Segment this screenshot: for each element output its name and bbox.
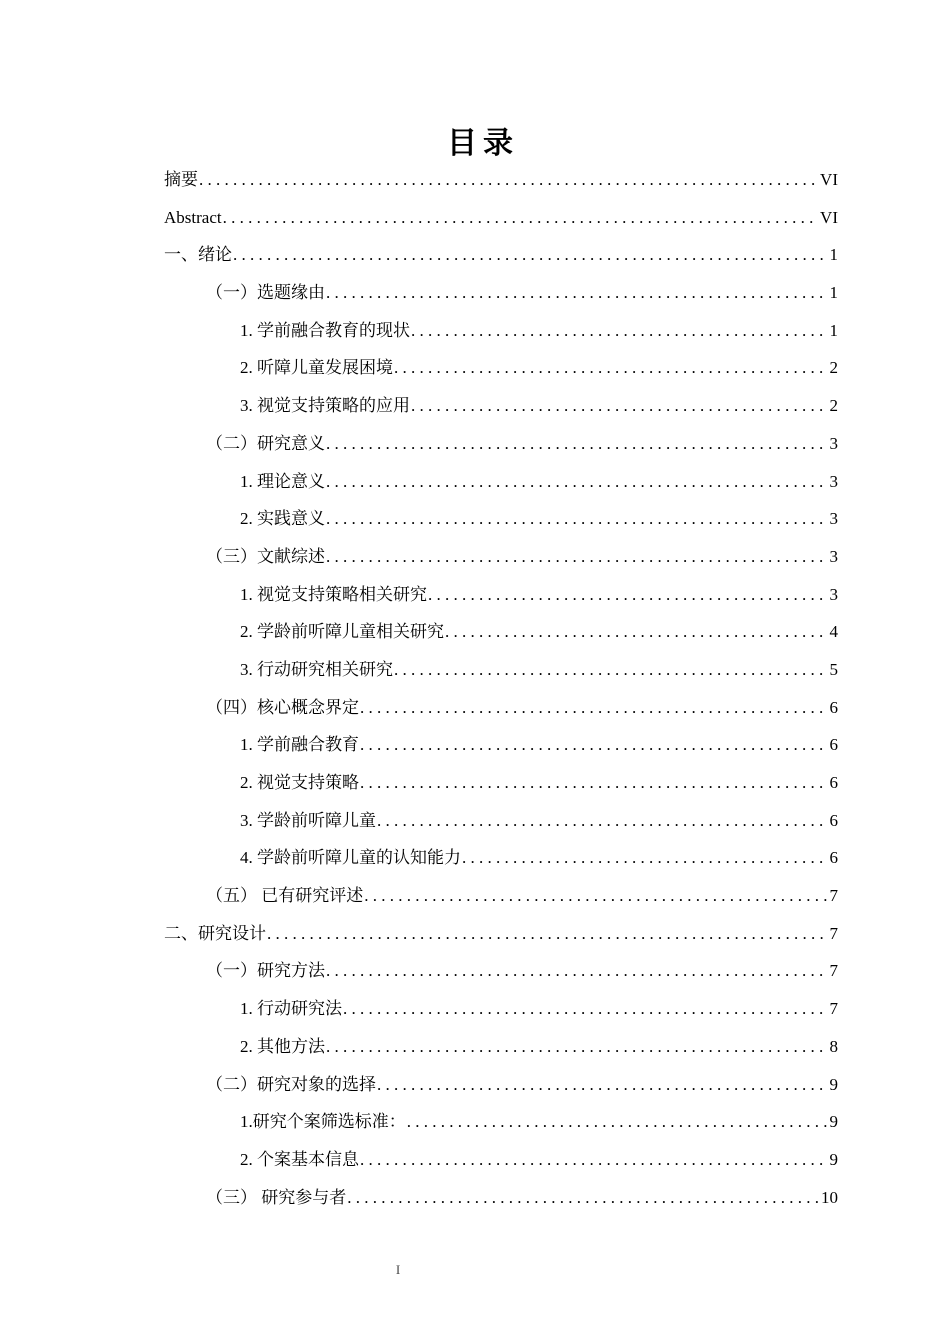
toc-entry-page: 3: [829, 546, 838, 566]
toc-entry[interactable]: [164, 1103, 838, 1141]
toc-entry[interactable]: [164, 764, 838, 802]
toc-entry-label: 1. 理论意义: [240, 471, 325, 491]
toc-entry-label: 2. 视觉支持策略: [240, 773, 359, 792]
toc-leader-dots: [462, 839, 828, 877]
toc-entry-label: 2. 其他方法: [240, 1036, 325, 1056]
toc-entry-label: （四）核心概念界定: [206, 697, 359, 717]
toc-leader-dots: [377, 1066, 828, 1104]
toc-entry-page: VI: [820, 207, 838, 227]
toc-entry-label: 摘要: [164, 170, 198, 189]
toc-entry-page: 1: [829, 245, 838, 265]
toc-entry-page: 6: [829, 810, 838, 830]
toc-entry-page: 8: [829, 1036, 838, 1056]
toc-entry-label: （三）文献综述: [206, 546, 325, 566]
toc-entry-page: 3: [829, 433, 838, 453]
toc-leader-dots: [326, 274, 828, 312]
toc-leader-dots: [326, 952, 828, 990]
toc-entry-label: Abstract: [164, 207, 222, 227]
toc-leader-dots: [326, 538, 828, 576]
toc-entry[interactable]: [164, 1141, 838, 1179]
toc-entry-page: 3: [829, 509, 838, 529]
toc-entry-page: 4: [829, 622, 838, 642]
toc-entry[interactable]: [164, 312, 838, 350]
toc-entry[interactable]: [164, 538, 838, 576]
toc-entry-page: 3: [829, 584, 838, 604]
toc-entry-page: 3: [829, 471, 838, 491]
toc-leader-dots: [326, 500, 828, 538]
toc-entry-label: （五） 已有研究评述: [206, 886, 364, 906]
toc-leader-dots: [360, 1141, 828, 1179]
toc-entry-page: 5: [829, 659, 838, 679]
toc-leader-dots: [360, 726, 828, 764]
toc-entry-label: 3. 学龄前听障儿童: [240, 810, 376, 830]
toc-entry-label: 1. 行动研究法: [240, 999, 342, 1019]
toc-entry[interactable]: [164, 726, 838, 764]
toc-leader-dots: [267, 915, 828, 953]
toc-entry-page: 1: [829, 320, 838, 340]
toc-entry-page: 9: [829, 1074, 838, 1094]
toc-entry-page: 10: [821, 1187, 838, 1207]
toc-leader-dots: [360, 689, 828, 727]
toc-entry[interactable]: [164, 576, 838, 614]
toc-leader-dots: [233, 236, 828, 274]
toc-entry[interactable]: [164, 839, 838, 877]
toc-entry[interactable]: [164, 161, 838, 199]
toc-leader-dots: [377, 802, 828, 840]
toc-leader-dots: [428, 576, 828, 614]
toc-entry-label: （二）研究对象的选择: [206, 1074, 376, 1094]
toc-entry[interactable]: [164, 651, 838, 689]
toc-entry[interactable]: [164, 1066, 838, 1104]
toc-entry-page: 6: [829, 735, 838, 755]
toc-leader-dots: [343, 990, 828, 1028]
toc-entry-page: 6: [829, 773, 838, 792]
toc-entry-label: 4. 学龄前听障儿童的认知能力: [240, 848, 461, 868]
toc-entry-page: 6: [829, 848, 838, 868]
table-of-contents: [164, 161, 838, 1216]
toc-entry-label: （二）研究意义: [206, 433, 325, 453]
toc-entry[interactable]: [164, 236, 838, 274]
toc-entry-page: 7: [829, 961, 838, 981]
toc-entry-label: 1. 视觉支持策略相关研究: [240, 584, 427, 604]
toc-entry[interactable]: [164, 1179, 838, 1217]
toc-entry[interactable]: [164, 915, 838, 953]
toc-entry[interactable]: [164, 877, 838, 915]
toc-entry-label: 1. 学前融合教育的现状: [240, 320, 410, 340]
toc-entry-page: 9: [829, 1112, 838, 1132]
toc-entry-label: （一）选题缘由: [206, 283, 325, 303]
toc-leader-dots: [326, 425, 828, 463]
toc-leader-dots: [360, 764, 828, 802]
toc-entry[interactable]: [164, 952, 838, 990]
toc-leader-dots: [199, 161, 818, 199]
toc-entry-page: VI: [820, 170, 838, 189]
toc-entry-label: 2. 个案基本信息: [240, 1149, 359, 1169]
toc-leader-dots: [364, 877, 827, 915]
page-number: I: [395, 1262, 401, 1277]
toc-entry-page: 6: [829, 697, 838, 717]
toc-leader-dots: [407, 1103, 828, 1141]
toc-entry-label: 1.研究个案筛选标准：: [240, 1112, 406, 1132]
toc-entry[interactable]: [164, 613, 838, 651]
toc-leader-dots: [326, 1028, 828, 1066]
toc-leader-dots: [445, 613, 828, 651]
toc-entry[interactable]: [164, 274, 838, 312]
toc-entry-label: 二、研究设计: [164, 923, 266, 943]
page-title: 目录: [447, 126, 519, 161]
toc-entry-label: 2. 听障儿童发展困境: [240, 358, 393, 378]
toc-entry[interactable]: [164, 387, 838, 425]
toc-entry-page: 7: [829, 886, 838, 906]
toc-entry[interactable]: [164, 199, 838, 237]
toc-entry-label: 1. 学前融合教育: [240, 735, 359, 755]
toc-leader-dots: [394, 651, 828, 689]
toc-leader-dots: [347, 1179, 819, 1217]
toc-entry[interactable]: [164, 689, 838, 727]
toc-entry-label: 2. 学龄前听障儿童相关研究: [240, 622, 444, 642]
toc-entry-label: 2. 实践意义: [240, 509, 325, 529]
toc-entry-page: 9: [829, 1149, 838, 1169]
toc-leader-dots: [411, 312, 828, 350]
toc-leader-dots: [223, 199, 818, 237]
toc-entry[interactable]: [164, 500, 838, 538]
toc-entry[interactable]: [164, 802, 838, 840]
toc-entry-label: 一、绪论: [164, 245, 232, 265]
toc-leader-dots: [394, 349, 828, 387]
toc-entry[interactable]: [164, 349, 838, 387]
toc-entry-page: 2: [829, 358, 838, 378]
toc-entry-page: 1: [829, 283, 838, 303]
toc-entry[interactable]: [164, 990, 838, 1028]
toc-entry-label: 3. 行动研究相关研究: [240, 659, 393, 679]
toc-entry-label: （一）研究方法: [206, 961, 325, 981]
toc-entry[interactable]: [164, 1028, 838, 1066]
toc-entry-label: 3. 视觉支持策略的应用: [240, 396, 410, 416]
toc-entry[interactable]: [164, 463, 838, 501]
toc-leader-dots: [411, 387, 828, 425]
toc-leader-dots: [326, 463, 828, 501]
toc-entry-page: 7: [829, 923, 838, 943]
toc-entry-label: （三） 研究参与者: [206, 1187, 347, 1207]
toc-entry[interactable]: [164, 425, 838, 463]
toc-entry-page: 2: [829, 396, 838, 416]
toc-entry-page: 7: [829, 999, 838, 1019]
